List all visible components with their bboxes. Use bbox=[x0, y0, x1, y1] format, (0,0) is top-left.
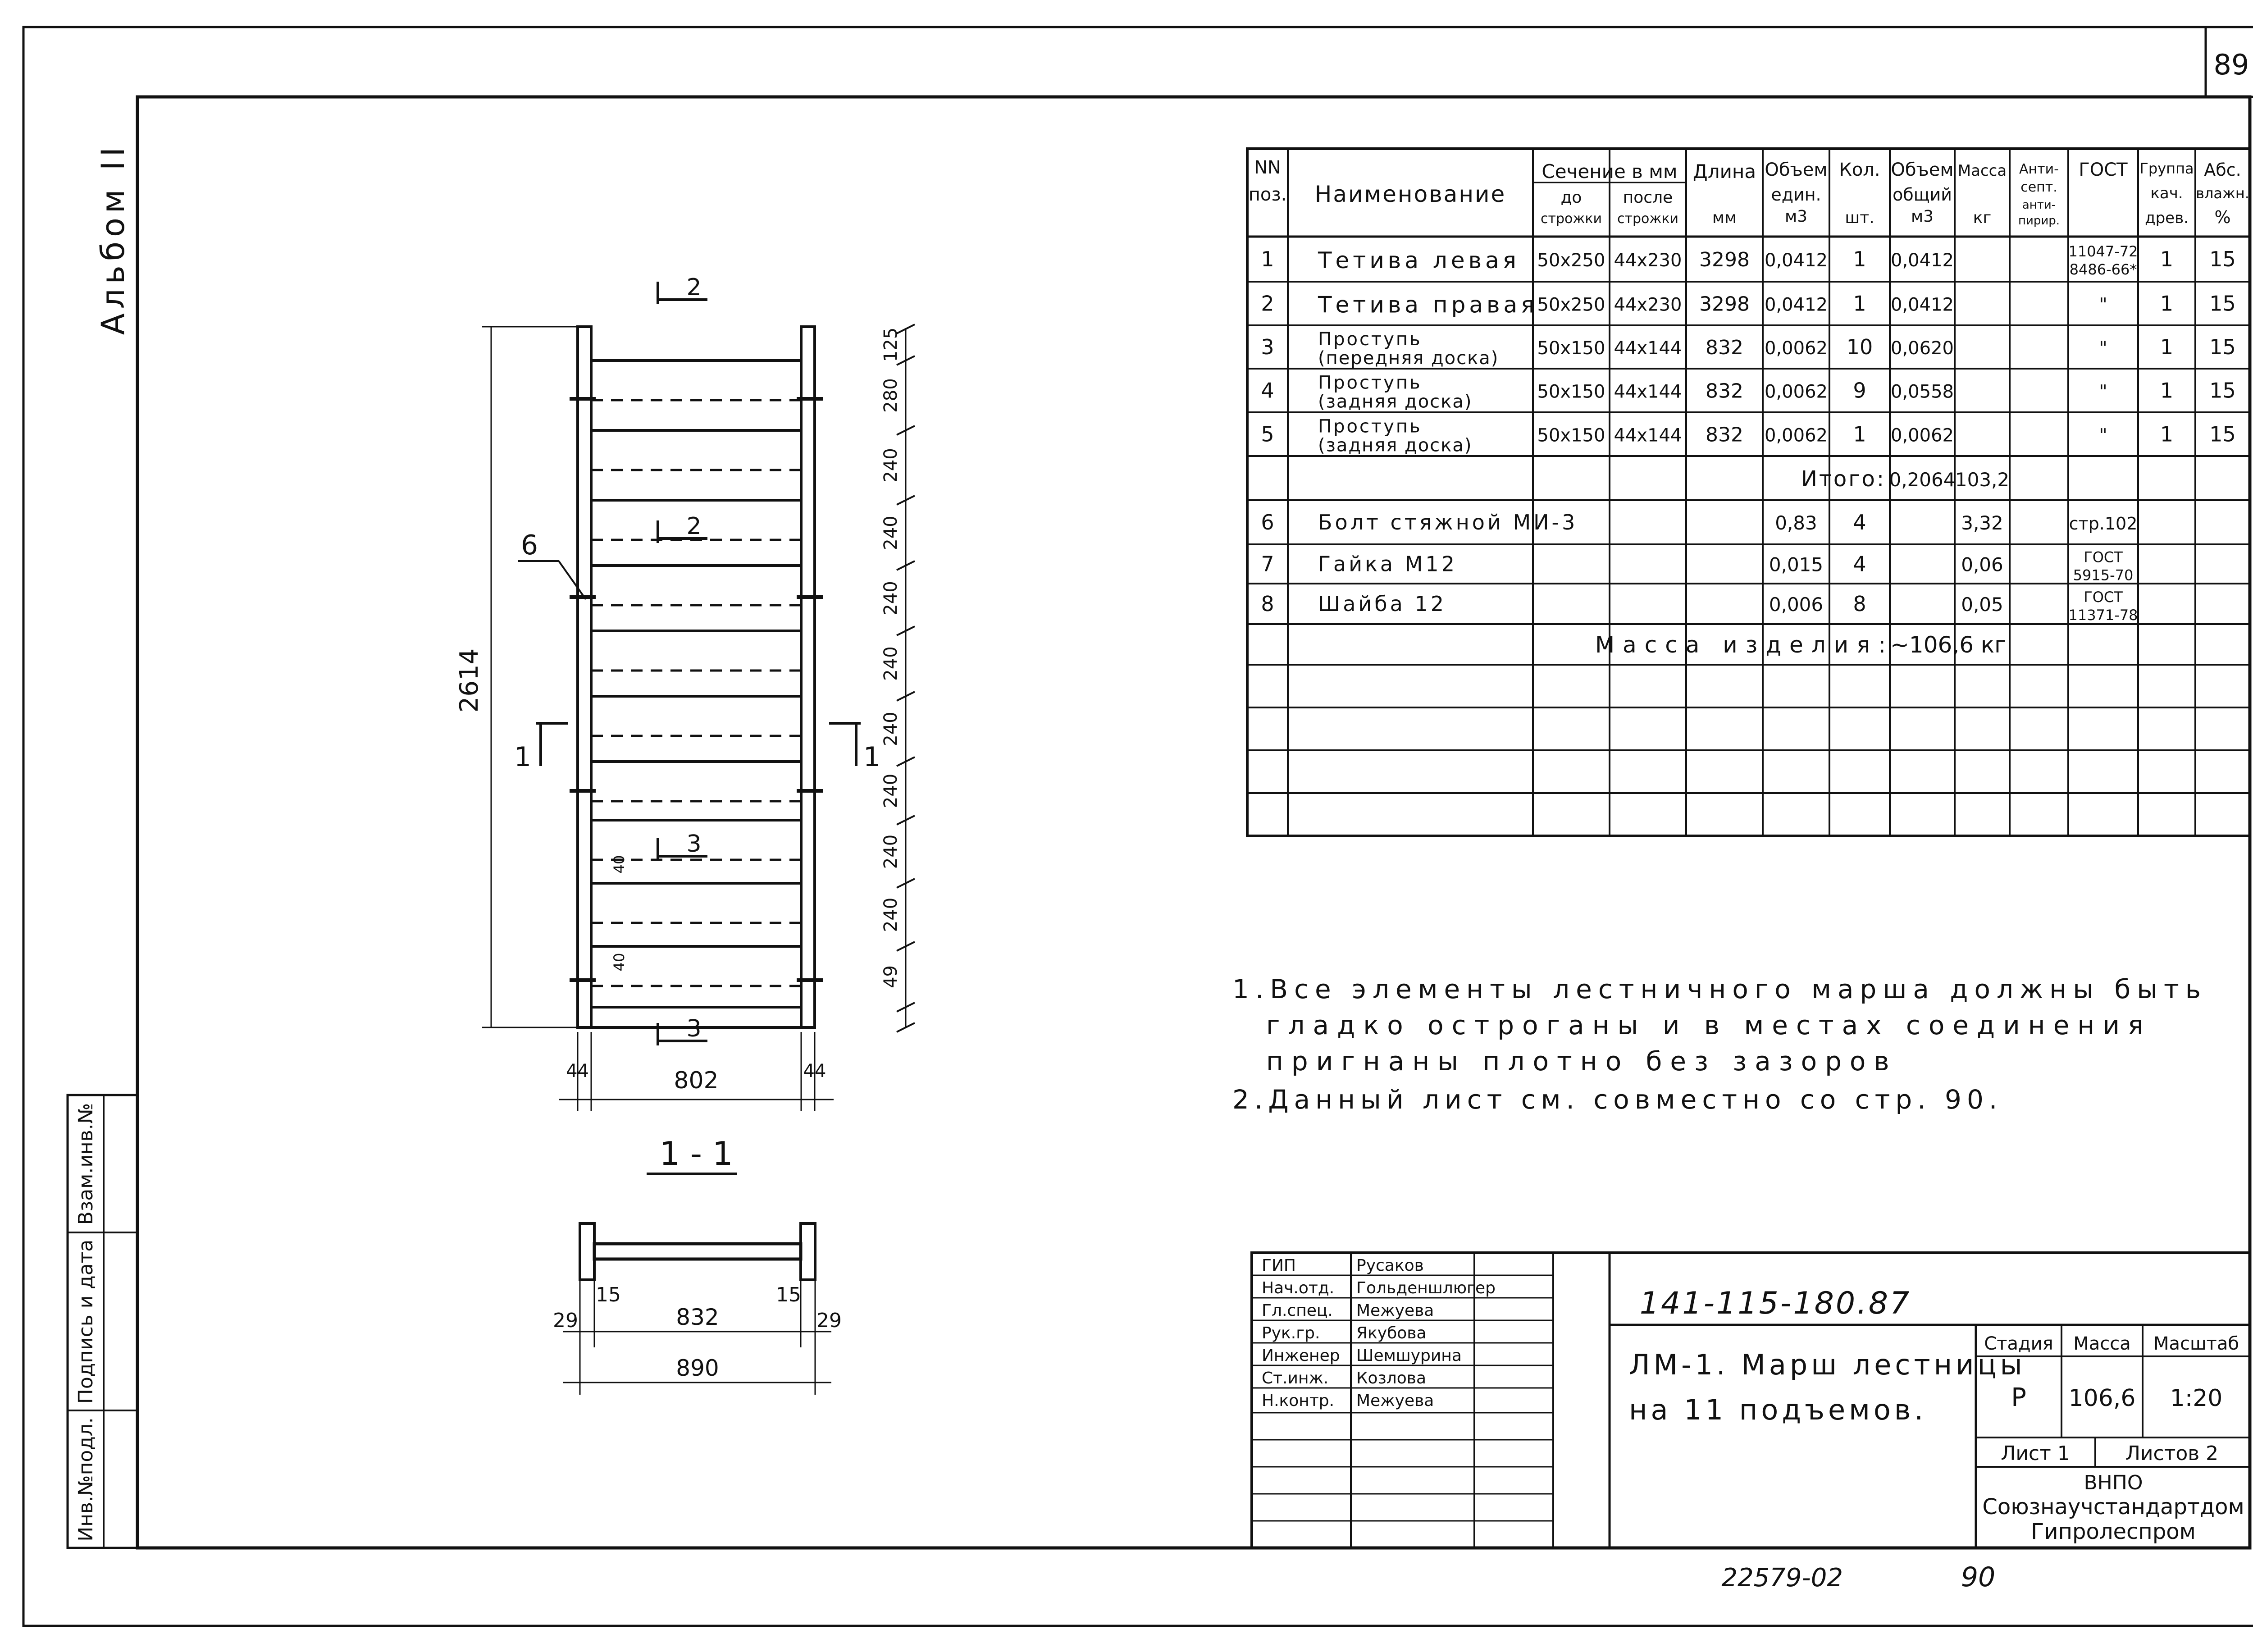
hdr-qty-1: Кол. bbox=[1839, 160, 1880, 180]
spec-row-name: (передняя доска) bbox=[1318, 348, 1499, 369]
section-mark-label: 2 bbox=[686, 513, 702, 540]
spec-row-group: 1 bbox=[2160, 335, 2174, 359]
hw-row-name: Шайба 12 bbox=[1318, 592, 1446, 616]
hw-row-qty: 8 bbox=[1853, 592, 1866, 616]
spec-row-uvol: 0,0062 bbox=[1765, 425, 1828, 446]
spec-row-before: 50х250 bbox=[1537, 250, 1605, 271]
itogo-label: Итого: bbox=[1801, 466, 1886, 492]
hw-row-qty: 4 bbox=[1853, 510, 1866, 534]
spec-row-qty: 10 bbox=[1846, 335, 1873, 359]
dim-stringer-left: 44 bbox=[566, 1061, 589, 1082]
tb-role: Гл.спец. bbox=[1262, 1301, 1333, 1320]
hdr-name: Наименование bbox=[1314, 181, 1506, 207]
hw-row-name: Болт стяжной МИ-3 bbox=[1318, 510, 1578, 534]
hdr-antis-2: септ. bbox=[2020, 179, 2057, 195]
sec-dim-15-right: 15 bbox=[776, 1283, 801, 1306]
dim-total-height: 2614 bbox=[455, 648, 484, 713]
hdr-moist-3: % bbox=[2214, 207, 2231, 227]
spec-row-pos: 5 bbox=[1261, 422, 1274, 447]
hw-row-gost: 11371-78 bbox=[2068, 607, 2138, 624]
hdr-pos-1: NN bbox=[1254, 157, 1281, 178]
tb-role: Рук.гр. bbox=[1262, 1324, 1320, 1342]
spec-row-qty: 1 bbox=[1853, 291, 1866, 316]
tb-role: Нач.отд. bbox=[1262, 1279, 1335, 1297]
tb-name: Межуева bbox=[1356, 1392, 1434, 1410]
spec-row-group: 1 bbox=[2160, 422, 2174, 447]
spec-row-name: Проступь bbox=[1318, 416, 1422, 437]
sec-dim-29-left: 29 bbox=[553, 1309, 578, 1332]
tb-mass-value: 106,6 bbox=[2068, 1385, 2136, 1412]
footer-code: 22579-02 bbox=[1721, 1563, 1843, 1593]
doc-code: 141-115-180.87 bbox=[1639, 1286, 1911, 1321]
spec-row-uvol: 0,0412 bbox=[1765, 294, 1828, 315]
spec-row-name: Тетива левая bbox=[1318, 247, 1520, 274]
album-label: Альбом II bbox=[95, 142, 132, 335]
spec-row-tvol: 0,0412 bbox=[1891, 250, 1954, 271]
dim-step-spacing: 240 bbox=[880, 448, 901, 483]
spec-row-moisture: 15 bbox=[2209, 378, 2236, 403]
org-1: ВНПО bbox=[2084, 1471, 2143, 1494]
sheet-label: Лист 1 bbox=[2001, 1442, 2070, 1465]
note-line-2: гладко остроганы и в местах соединения bbox=[1266, 1010, 2152, 1040]
hw-row-pos: 8 bbox=[1261, 592, 1274, 616]
tb-mass-label: Масса bbox=[2073, 1333, 2131, 1354]
sec-dim-890: 890 bbox=[676, 1355, 719, 1381]
hdr-length-1: Длина bbox=[1692, 160, 1756, 183]
note-line-4: 2.Данный лист см. совместно со стр. 90. bbox=[1232, 1084, 2003, 1115]
dim-step-spacing: 240 bbox=[880, 581, 901, 616]
hdr-after-1: после bbox=[1623, 188, 1673, 207]
hw-row-uvol: 0,015 bbox=[1769, 553, 1824, 576]
spec-row-qty: 1 bbox=[1853, 247, 1866, 271]
section-mark-label: 3 bbox=[686, 831, 702, 858]
spec-row-qty: 1 bbox=[1853, 422, 1866, 447]
spec-row-gost: " bbox=[2099, 381, 2107, 402]
spec-row-name: (задняя доска) bbox=[1318, 391, 1473, 412]
hdr-antis-3: анти- bbox=[2022, 198, 2056, 212]
hw-row-mass: 3,32 bbox=[1961, 512, 2003, 534]
sec-dim-832: 832 bbox=[676, 1304, 719, 1330]
spec-row-length: 832 bbox=[1706, 423, 1743, 447]
hw-row-pos: 7 bbox=[1261, 552, 1274, 576]
dim-step-spacing: 240 bbox=[880, 712, 901, 746]
tb-name: Межуева bbox=[1356, 1301, 1434, 1320]
hdr-pos-2: поз. bbox=[1248, 184, 1287, 205]
dim-step-spacing: 125 bbox=[880, 327, 901, 362]
hdr-tvol-2: общий bbox=[1893, 185, 1952, 205]
tb-role: Н.контр. bbox=[1262, 1392, 1335, 1410]
dim-step-spacing: 240 bbox=[880, 897, 901, 932]
dim-40-b: 40 bbox=[611, 953, 628, 972]
tb-name: Русаков bbox=[1356, 1256, 1424, 1275]
spec-row-name: Проступь bbox=[1318, 372, 1422, 393]
spec-row-after: 44х144 bbox=[1614, 425, 1682, 446]
hdr-uvol-2: един. bbox=[1771, 185, 1821, 205]
hdr-group-2: кач. bbox=[2150, 184, 2183, 202]
tb-role: Ст.инж. bbox=[1262, 1369, 1329, 1387]
hdr-tvol-3: м3 bbox=[1911, 207, 1934, 226]
spec-row-uvol: 0,0062 bbox=[1765, 338, 1828, 359]
hw-row-gost: ГОСТ bbox=[2084, 548, 2123, 566]
mass-label: Масса изделия: bbox=[1595, 632, 1894, 658]
spec-row-uvol: 0,0062 bbox=[1765, 381, 1828, 402]
spec-row-length: 3298 bbox=[1699, 248, 1750, 271]
spec-row-before: 50х250 bbox=[1537, 294, 1605, 315]
section-1-right-label: 1 bbox=[863, 741, 881, 773]
title-block bbox=[1252, 1253, 2250, 1548]
stage-value: Р bbox=[2011, 1383, 2026, 1412]
hw-row-gost: 5915-70 bbox=[2073, 566, 2134, 584]
spec-row-qty: 9 bbox=[1853, 378, 1866, 403]
mass-value: ~106,6 кг bbox=[1890, 632, 2007, 658]
spec-row-gost: 11047-72 bbox=[2068, 243, 2138, 260]
tb-name: Якубова bbox=[1356, 1324, 1427, 1342]
callout-6-leader bbox=[559, 561, 586, 599]
hdr-group-1: Группа bbox=[2139, 160, 2194, 177]
footer-page: 90 bbox=[1961, 1561, 1996, 1593]
hdr-tvol-1: Объем bbox=[1891, 160, 1954, 180]
stringer-right bbox=[801, 327, 815, 1027]
dim-step-spacing: 240 bbox=[880, 646, 901, 681]
dim-step-spacing: 49 bbox=[880, 965, 901, 988]
hdr-antis-1: Анти- bbox=[2019, 161, 2059, 177]
hdr-after-2: строжки bbox=[1617, 211, 1679, 227]
hdr-uvol-1: Объем bbox=[1765, 160, 1828, 180]
sheets-label: Листов 2 bbox=[2125, 1442, 2219, 1465]
org-3: Гипролеспром bbox=[2031, 1519, 2196, 1544]
spec-row-after: 44х230 bbox=[1614, 294, 1682, 315]
tb-role: Инженер bbox=[1262, 1346, 1340, 1365]
dim-stringer-right: 44 bbox=[803, 1061, 826, 1082]
stamp-vzam-inv: Взам.инв.№ bbox=[74, 1103, 97, 1225]
sec-dim-15-left: 15 bbox=[596, 1283, 621, 1306]
spec-row-before: 50х150 bbox=[1537, 338, 1605, 359]
section-1-left-label: 1 bbox=[514, 741, 532, 773]
stamp-inv-podl: Инв.№подл. bbox=[74, 1417, 97, 1542]
hdr-antis-4: пирир. bbox=[2018, 214, 2060, 228]
side-stamp bbox=[68, 1095, 137, 1548]
hdr-mass-unit: кг bbox=[1973, 209, 1992, 227]
dim-step-spacing: 240 bbox=[880, 834, 901, 869]
dim-step-spacing: 280 bbox=[880, 378, 901, 413]
doc-title-2: на 11 подъемов. bbox=[1629, 1393, 1927, 1426]
stage-label: Стадия bbox=[1984, 1333, 2053, 1354]
org-2: Союзнаучстандартдом bbox=[1982, 1494, 2244, 1520]
section-stringer-right bbox=[801, 1223, 815, 1280]
spec-row-moisture: 15 bbox=[2209, 422, 2236, 447]
spec-row-after: 44х230 bbox=[1614, 250, 1682, 271]
hdr-mass-top: Масса bbox=[1957, 162, 2007, 180]
spec-row-name: (задняя доска) bbox=[1318, 435, 1473, 456]
hdr-section: Сечение в мм bbox=[1542, 160, 1678, 183]
stringer-left bbox=[578, 327, 591, 1027]
hw-row-name: Гайка М12 bbox=[1318, 552, 1457, 576]
scale-value: 1:20 bbox=[2170, 1385, 2223, 1412]
spec-row-name: Проступь bbox=[1318, 329, 1422, 350]
hw-row-qty: 4 bbox=[1853, 552, 1866, 576]
spec-row-name: Тетива правая bbox=[1318, 292, 1538, 318]
tb-role: ГИП bbox=[1262, 1256, 1296, 1275]
spec-row-gost: " bbox=[2099, 294, 2107, 315]
spec-row-moisture: 15 bbox=[2209, 335, 2236, 359]
spec-row-length: 832 bbox=[1706, 336, 1743, 359]
spec-row-group: 1 bbox=[2160, 378, 2174, 403]
spec-row-length: 832 bbox=[1706, 379, 1743, 403]
dim-40-a: 40 bbox=[611, 855, 628, 874]
dim-width-inner: 802 bbox=[674, 1067, 719, 1094]
hw-row-gost: стр.102 bbox=[2069, 514, 2138, 534]
spec-table bbox=[1247, 149, 2250, 836]
hdr-before-1: до bbox=[1560, 188, 1582, 207]
hdr-group-3: древ. bbox=[2145, 209, 2189, 227]
callout-6: 6 bbox=[520, 529, 538, 561]
spec-row-pos: 2 bbox=[1261, 291, 1274, 316]
spec-row-after: 44х144 bbox=[1614, 338, 1682, 359]
spec-row-gost: " bbox=[2099, 425, 2107, 446]
spec-row-tvol: 0,0558 bbox=[1891, 381, 1954, 402]
section-mark-label: 3 bbox=[686, 1015, 702, 1042]
stamp-sign-date: Подпись и дата bbox=[74, 1239, 97, 1404]
note-line-3: пригнаны плотно без зазоров bbox=[1266, 1046, 1897, 1077]
itogo-volume: 0,2064 bbox=[1889, 469, 1956, 491]
spec-row-moisture: 15 bbox=[2209, 247, 2236, 271]
section-tread bbox=[594, 1244, 801, 1259]
spec-row-tvol: 0,0412 bbox=[1891, 294, 1954, 315]
spec-row-before: 50х150 bbox=[1537, 381, 1605, 402]
hw-row-uvol: 0,83 bbox=[1775, 512, 1817, 534]
tb-name: Шемшурина bbox=[1356, 1346, 1462, 1365]
spec-row-tvol: 0,0620 bbox=[1891, 338, 1954, 359]
spec-row-group: 1 bbox=[2160, 247, 2174, 271]
hw-row-gost: ГОСТ bbox=[2084, 589, 2123, 606]
hw-row-uvol: 0,006 bbox=[1769, 593, 1824, 616]
sec-dim-29-right: 29 bbox=[816, 1309, 842, 1332]
itogo-mass: 103,2 bbox=[1955, 469, 2010, 491]
dim-step-spacing: 240 bbox=[880, 773, 901, 808]
dim-step-spacing: 240 bbox=[880, 516, 901, 550]
spec-row-tvol: 0,0062 bbox=[1891, 425, 1954, 446]
hw-row-pos: 6 bbox=[1261, 510, 1274, 534]
hdr-before-2: строжки bbox=[1540, 211, 1602, 227]
hdr-moist-2: влажн. bbox=[2196, 185, 2249, 202]
scale-label: Масштаб bbox=[2153, 1333, 2239, 1354]
section-title: 1 - 1 bbox=[659, 1135, 733, 1173]
spec-row-pos: 1 bbox=[1261, 247, 1274, 271]
section-mark-label: 2 bbox=[686, 274, 702, 301]
hdr-length-2: мм bbox=[1712, 209, 1737, 227]
hdr-uvol-3: м3 bbox=[1784, 207, 1808, 226]
spec-row-after: 44х144 bbox=[1614, 381, 1682, 402]
spec-row-pos: 3 bbox=[1261, 335, 1274, 359]
hdr-qty-2: шт. bbox=[1845, 209, 1874, 227]
page-number: 89 bbox=[2213, 48, 2249, 81]
spec-row-gost: 8486-66* bbox=[2069, 261, 2137, 278]
hw-row-mass: 0,06 bbox=[1961, 553, 2003, 576]
spec-row-moisture: 15 bbox=[2209, 291, 2236, 316]
spec-row-pos: 4 bbox=[1261, 378, 1274, 403]
tb-name: Козлова bbox=[1356, 1369, 1427, 1387]
tb-name: Гольденшлюгер bbox=[1356, 1279, 1496, 1297]
hw-row-mass: 0,05 bbox=[1961, 593, 2003, 616]
spec-row-gost: " bbox=[2099, 338, 2107, 359]
notes bbox=[1232, 974, 2207, 1115]
section-stringer-left bbox=[580, 1223, 594, 1280]
note-line-1: 1.Все элементы лестничного марша должны быть bbox=[1232, 974, 2207, 1004]
hdr-moist-1: Абс. bbox=[2204, 160, 2241, 180]
spec-row-group: 1 bbox=[2160, 291, 2174, 316]
spec-row-before: 50х150 bbox=[1537, 425, 1605, 446]
spec-row-uvol: 0,0412 bbox=[1765, 250, 1828, 271]
doc-title-1: ЛМ-1. Марш лестницы bbox=[1629, 1348, 2026, 1381]
spec-row-length: 3298 bbox=[1699, 292, 1750, 316]
section-1-1 bbox=[553, 1135, 842, 1395]
stair-drawing bbox=[455, 274, 915, 1111]
hdr-gost: ГОСТ bbox=[2079, 160, 2128, 180]
